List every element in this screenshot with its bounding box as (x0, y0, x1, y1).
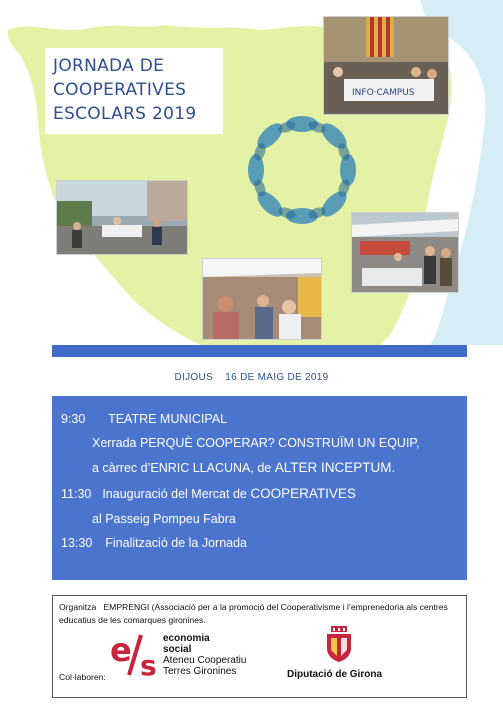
diputacio-crest-icon (325, 626, 353, 662)
economia-social-logo (110, 631, 160, 679)
organization: ALTER INCEPTUM. (274, 460, 396, 475)
street-market-photo (56, 180, 188, 255)
svg-text:s: s (140, 649, 157, 679)
speaker: a càrrec d’ENRIC LLACUNA, de (92, 461, 275, 475)
program-line-2: Xerrada PERQUÈ COOPERAR? CONSTRUÏM UN EQUIP, (92, 436, 420, 450)
inauguration: Inauguració del Mercat de (102, 487, 251, 501)
title-line-1: JORNADA DE (53, 56, 165, 76)
program-line-1 (61, 412, 227, 426)
footer-box (52, 595, 467, 698)
program-line-5: al Passeig Pompeu Fabra (92, 512, 236, 526)
closing: Finalització de la Jornada (105, 536, 247, 550)
divider-bar (52, 345, 467, 357)
collab-label: Col·laboren: (59, 672, 106, 682)
eco-line-4: Terres Gironines (163, 666, 237, 677)
organitza-label: Organitza (59, 602, 97, 612)
diputacio-name: Diputació de Girona (287, 669, 383, 680)
eco-line-3: Ateneu Cooperatiu (163, 655, 247, 666)
market-stall-photo (323, 16, 449, 115)
program-box (52, 396, 467, 580)
students-stand-photo (202, 258, 322, 340)
program-line-4 (61, 486, 356, 501)
time-1: 9:30 (61, 412, 86, 426)
time-3: 13:30 (61, 536, 93, 550)
cooperation-hands-icon (242, 110, 362, 230)
title-line-2: COOPERATIVES (53, 80, 187, 100)
program-line-6 (61, 536, 247, 550)
program-line-3 (92, 460, 395, 475)
organitza-text: EMPRENGI (Associació per a la promoció del Cooperativisme i l’emprenedoria als centres educatius de les comarques gironines. (59, 602, 448, 625)
title-box (45, 48, 223, 134)
economia-social-text (163, 633, 246, 677)
organizer-text (59, 601, 461, 626)
cooperatives-word: COOPERATIVES (250, 486, 356, 501)
time-2: 11:30 (61, 487, 92, 501)
eco-line-2: social (163, 644, 192, 655)
venue: TEATRE MUNICIPAL (108, 412, 228, 426)
title-line-3: ESCOLARS 2019 (53, 104, 197, 124)
event-date: DIJOUS 16 DE MAIG DE 2019 (174, 372, 329, 383)
svg-text:INFO·CAMPUS: INFO·CAMPUS (352, 88, 415, 98)
cooperative-tent-photo (351, 212, 459, 293)
eco-line-1: economia (163, 633, 210, 644)
svg-text:e: e (110, 631, 132, 669)
